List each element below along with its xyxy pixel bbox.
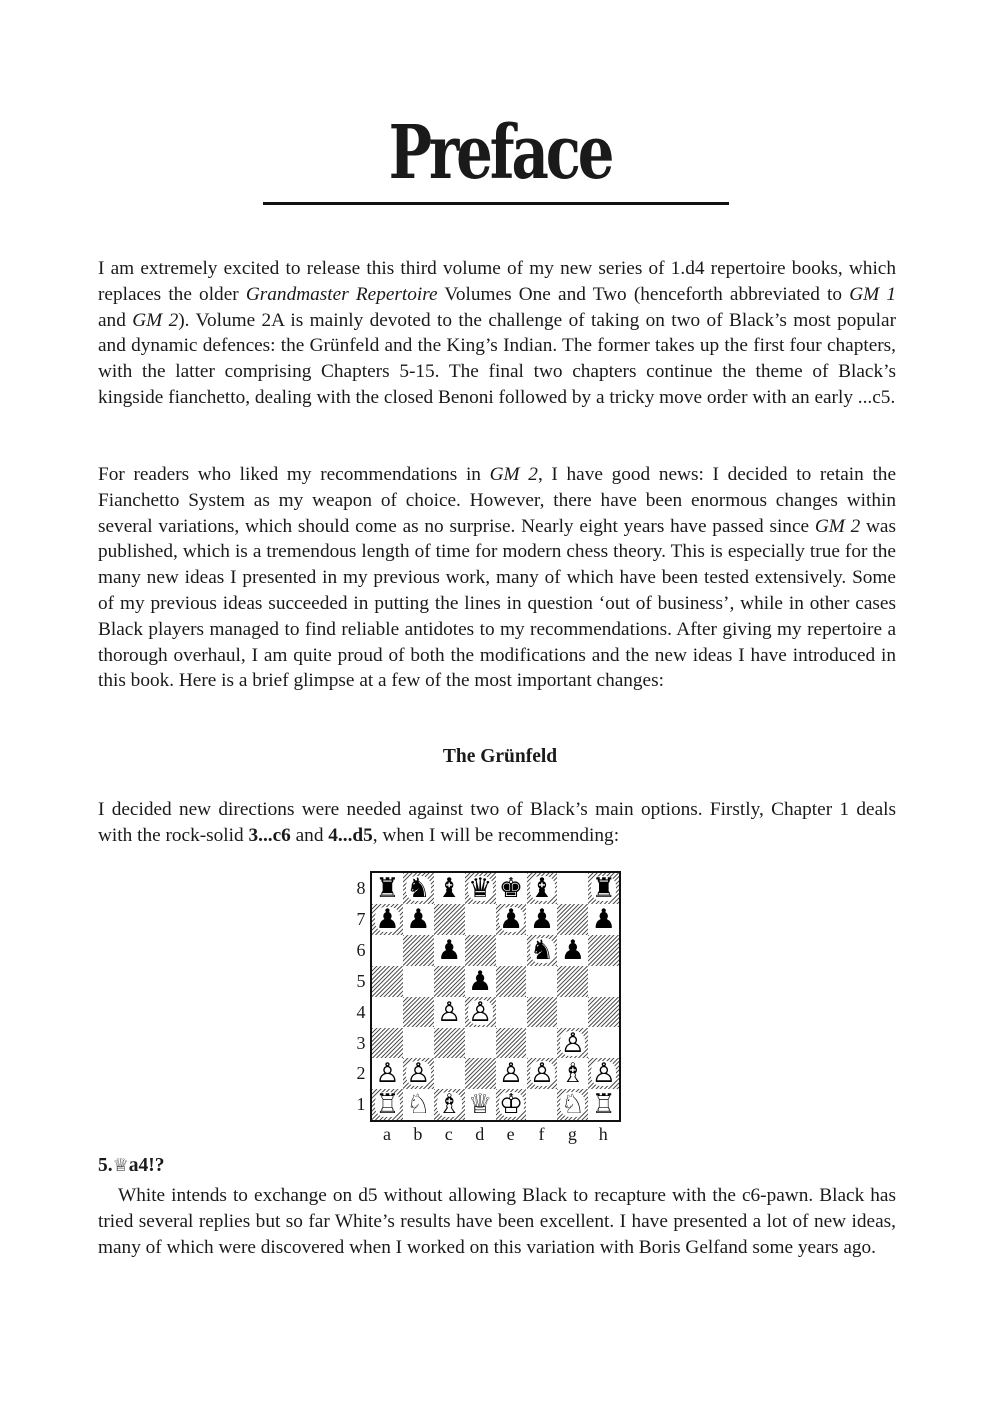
- board-square-d3: [465, 1028, 496, 1059]
- grunfeld-paragraph: [98, 797, 896, 849]
- text-run: ). Volume 2A is mainly devoted to the challenge of taking on two of Black’s most popular and dynamic defences: the Grünfeld and the King’s Indian. The former takes up the first four chapters, with the latter comprising Chapters 5-15. The final two chapters continue the theme of Black’s kingside fianchetto, dealing with the closed Benoni followed by a tricky move order with an early ...c5.: [98, 309, 896, 408]
- text-run: and: [290, 824, 329, 846]
- file-label: c: [444, 1124, 453, 1144]
- board-square-h8: [588, 873, 619, 904]
- black-bishop-icon: ♝: [529, 873, 555, 904]
- file-label: h: [598, 1124, 608, 1144]
- black-knight-icon: ♞: [529, 934, 555, 966]
- page-title: Preface: [388, 110, 612, 196]
- white-pawn-icon: ♙: [560, 1027, 585, 1059]
- board-square-a5: [372, 966, 403, 997]
- white-knight-icon: ♘: [560, 1089, 585, 1121]
- file-label: e: [506, 1124, 515, 1144]
- board-square-d6: [465, 935, 496, 966]
- black-rook-icon: ♜: [591, 873, 616, 904]
- black-knight-icon: ♞: [406, 873, 431, 904]
- board-square-g5: [557, 966, 588, 997]
- white-pawn-icon: ♙: [498, 1058, 524, 1090]
- board-square-g7: [557, 904, 588, 935]
- board-square-f1: [527, 1089, 558, 1120]
- black-pawn-icon: ♟: [406, 903, 431, 935]
- file-label: f: [538, 1124, 545, 1144]
- book-abbrev-italic: GM 2: [132, 309, 179, 331]
- board-square-b5: [403, 966, 434, 997]
- board-square-f7: [527, 904, 558, 935]
- board-square-a2: [372, 1058, 403, 1089]
- board-square-h1: [588, 1089, 619, 1120]
- rank-label: 5: [356, 970, 366, 991]
- black-pawn-icon: ♟: [437, 934, 462, 966]
- board-square-d8: [465, 873, 496, 904]
- move-commentary: [98, 1183, 896, 1260]
- black-pawn-icon: ♟: [560, 934, 585, 966]
- board-square-b6: [403, 935, 434, 966]
- queen-figurine-icon: ♕: [112, 1155, 129, 1176]
- text-run: Volumes One and Two (henceforth abbreviated to: [437, 283, 850, 305]
- rank-label: 2: [356, 1063, 366, 1084]
- board-square-h3: [588, 1028, 619, 1059]
- file-label: a: [383, 1124, 391, 1144]
- board-square-f3: [527, 1028, 558, 1059]
- book-title-italic: Grandmaster Repertoire: [245, 283, 438, 305]
- board-square-e6: [496, 935, 527, 966]
- board-square-f8: [527, 873, 558, 904]
- text-run: I am extremely excited to release this third volume of my new series of 1.d4 repertoire books, which replaces the older: [98, 258, 896, 305]
- board-square-g1: [557, 1089, 588, 1120]
- white-bishop-icon: ♗: [437, 1089, 462, 1121]
- white-pawn-icon: ♙: [375, 1058, 400, 1090]
- black-king-icon: ♚: [498, 873, 524, 904]
- rank-label: 3: [356, 1032, 366, 1053]
- board-square-a4: [372, 997, 403, 1028]
- board-square-c7: [434, 904, 465, 935]
- title-underline: [263, 202, 729, 205]
- board-square-e8: [496, 873, 527, 904]
- board-square-h2: [588, 1058, 619, 1089]
- board-square-b3: [403, 1028, 434, 1059]
- board-square-a8: [372, 873, 403, 904]
- second-paragraph: [98, 462, 896, 694]
- board-square-h6: [588, 935, 619, 966]
- board-square-c8: [434, 873, 465, 904]
- text-run: and: [98, 309, 133, 331]
- board-square-g4: [557, 997, 588, 1028]
- text-run: , I have good news: I decided to retain the Fianchetto System as my weapon of choice. However, there have been enormous changes within several variations, which should come as no surprise. Nearly eight years have passed since: [98, 464, 896, 537]
- book-abbrev-italic: GM 2: [814, 515, 861, 537]
- board-square-g8: [557, 873, 588, 904]
- board-square-g6: [557, 935, 588, 966]
- rank-label: 1: [356, 1094, 366, 1115]
- move-number: 5.: [98, 1155, 113, 1176]
- white-bishop-icon: ♗: [560, 1058, 585, 1090]
- white-pawn-icon: ♙: [406, 1058, 431, 1090]
- rank-label: 6: [356, 939, 366, 960]
- file-label: g: [567, 1124, 577, 1144]
- board-square-e1: [496, 1089, 527, 1120]
- board-square-b8: [403, 873, 434, 904]
- black-pawn-icon: ♟: [591, 903, 616, 935]
- white-pawn-icon: ♙: [468, 996, 493, 1028]
- text-run: I decided new directions were needed against two of Black’s main options. Firstly, Chapter 1 deals with the rock-solid: [98, 799, 896, 846]
- white-queen-icon: ♕: [468, 1089, 493, 1121]
- move-bold: 3...c6: [248, 824, 291, 846]
- white-pawn-icon: ♙: [529, 1058, 555, 1090]
- board-square-c4: [434, 997, 465, 1028]
- board-square-e7: [496, 904, 527, 935]
- board-square-h4: [588, 997, 619, 1028]
- board-square-d4: [465, 997, 496, 1028]
- text-run: was published, which is a tremendous length of time for modern chess theory. This is especially true for the many new ideas I presented in my previous work, many of which have been tested extensively. Some of my previous ideas succeeded in putting the lines in question ‘out of business’, while in other cases Black players managed to find reliable antidotes to my recommendations. After giving my repertoire a thorough overhaul, I am quite proud of both the modifications and the new ideas I have introduced in this book. Here is a brief glimpse at a few of the most important changes:: [98, 515, 896, 692]
- text-run: White intends to exchange on d5 without allowing Black to recapture with the c6-pawn. Black has tried several replies but so far White’s results have been excellent. I have presented a lot of new ideas, many of which were discovered when I worked on this variation with Boris Gelfand some years ago.: [98, 1185, 896, 1258]
- chess-board: [370, 871, 621, 1122]
- white-rook-icon: ♖: [591, 1089, 616, 1121]
- file-label: d: [475, 1124, 485, 1144]
- board-square-e4: [496, 997, 527, 1028]
- move-heading: [98, 1155, 165, 1177]
- board-square-e3: [496, 1028, 527, 1059]
- black-pawn-icon: ♟: [498, 903, 524, 935]
- board-square-b4: [403, 997, 434, 1028]
- board-square-d7: [465, 904, 496, 935]
- black-queen-icon: ♛: [468, 873, 493, 904]
- board-square-a7: [372, 904, 403, 935]
- move-text: a4!?: [128, 1155, 165, 1176]
- white-knight-icon: ♘: [406, 1089, 431, 1121]
- black-bishop-icon: ♝: [437, 873, 462, 904]
- black-pawn-icon: ♟: [468, 965, 493, 997]
- board-square-g3: [557, 1028, 588, 1059]
- board-square-e5: [496, 966, 527, 997]
- intro-paragraph: [98, 256, 896, 411]
- board-square-f5: [527, 966, 558, 997]
- white-king-icon: ♔: [498, 1089, 524, 1121]
- rank-label: 4: [356, 1001, 366, 1022]
- rank-label: 8: [356, 878, 366, 898]
- board-square-f2: [527, 1058, 558, 1089]
- file-label: b: [413, 1124, 423, 1144]
- move-bold: 4...d5: [328, 824, 373, 846]
- text-run: , when I will be recommending:: [372, 824, 620, 846]
- board-square-d2: [465, 1058, 496, 1089]
- board-square-d1: [465, 1089, 496, 1120]
- board-square-h7: [588, 904, 619, 935]
- board-square-a6: [372, 935, 403, 966]
- black-rook-icon: ♜: [375, 873, 400, 904]
- book-abbrev-italic: GM 2: [489, 464, 538, 485]
- white-pawn-icon: ♙: [591, 1058, 616, 1090]
- board-square-e2: [496, 1058, 527, 1089]
- board-square-c1: [434, 1089, 465, 1120]
- board-square-f6: [527, 935, 558, 966]
- black-pawn-icon: ♟: [529, 903, 555, 935]
- board-square-d5: [465, 966, 496, 997]
- white-pawn-icon: ♙: [437, 996, 462, 1028]
- board-square-c3: [434, 1028, 465, 1059]
- board-square-b7: [403, 904, 434, 935]
- white-rook-icon: ♖: [375, 1089, 400, 1121]
- board-square-f4: [527, 997, 558, 1028]
- board-square-b2: [403, 1058, 434, 1089]
- board-square-c5: [434, 966, 465, 997]
- text-run: For readers who liked my recommendations in: [98, 464, 490, 485]
- board-square-a3: [372, 1028, 403, 1059]
- black-pawn-icon: ♟: [375, 903, 400, 935]
- rank-label: 7: [356, 908, 366, 929]
- section-heading: The Grünfeld: [442, 746, 558, 767]
- board-square-a1: [372, 1089, 403, 1120]
- board-square-g2: [557, 1058, 588, 1089]
- board-square-h5: [588, 966, 619, 997]
- board-square-c2: [434, 1058, 465, 1089]
- board-square-c6: [434, 935, 465, 966]
- book-abbrev-italic: GM 1: [849, 283, 896, 305]
- board-square-b1: [403, 1089, 434, 1120]
